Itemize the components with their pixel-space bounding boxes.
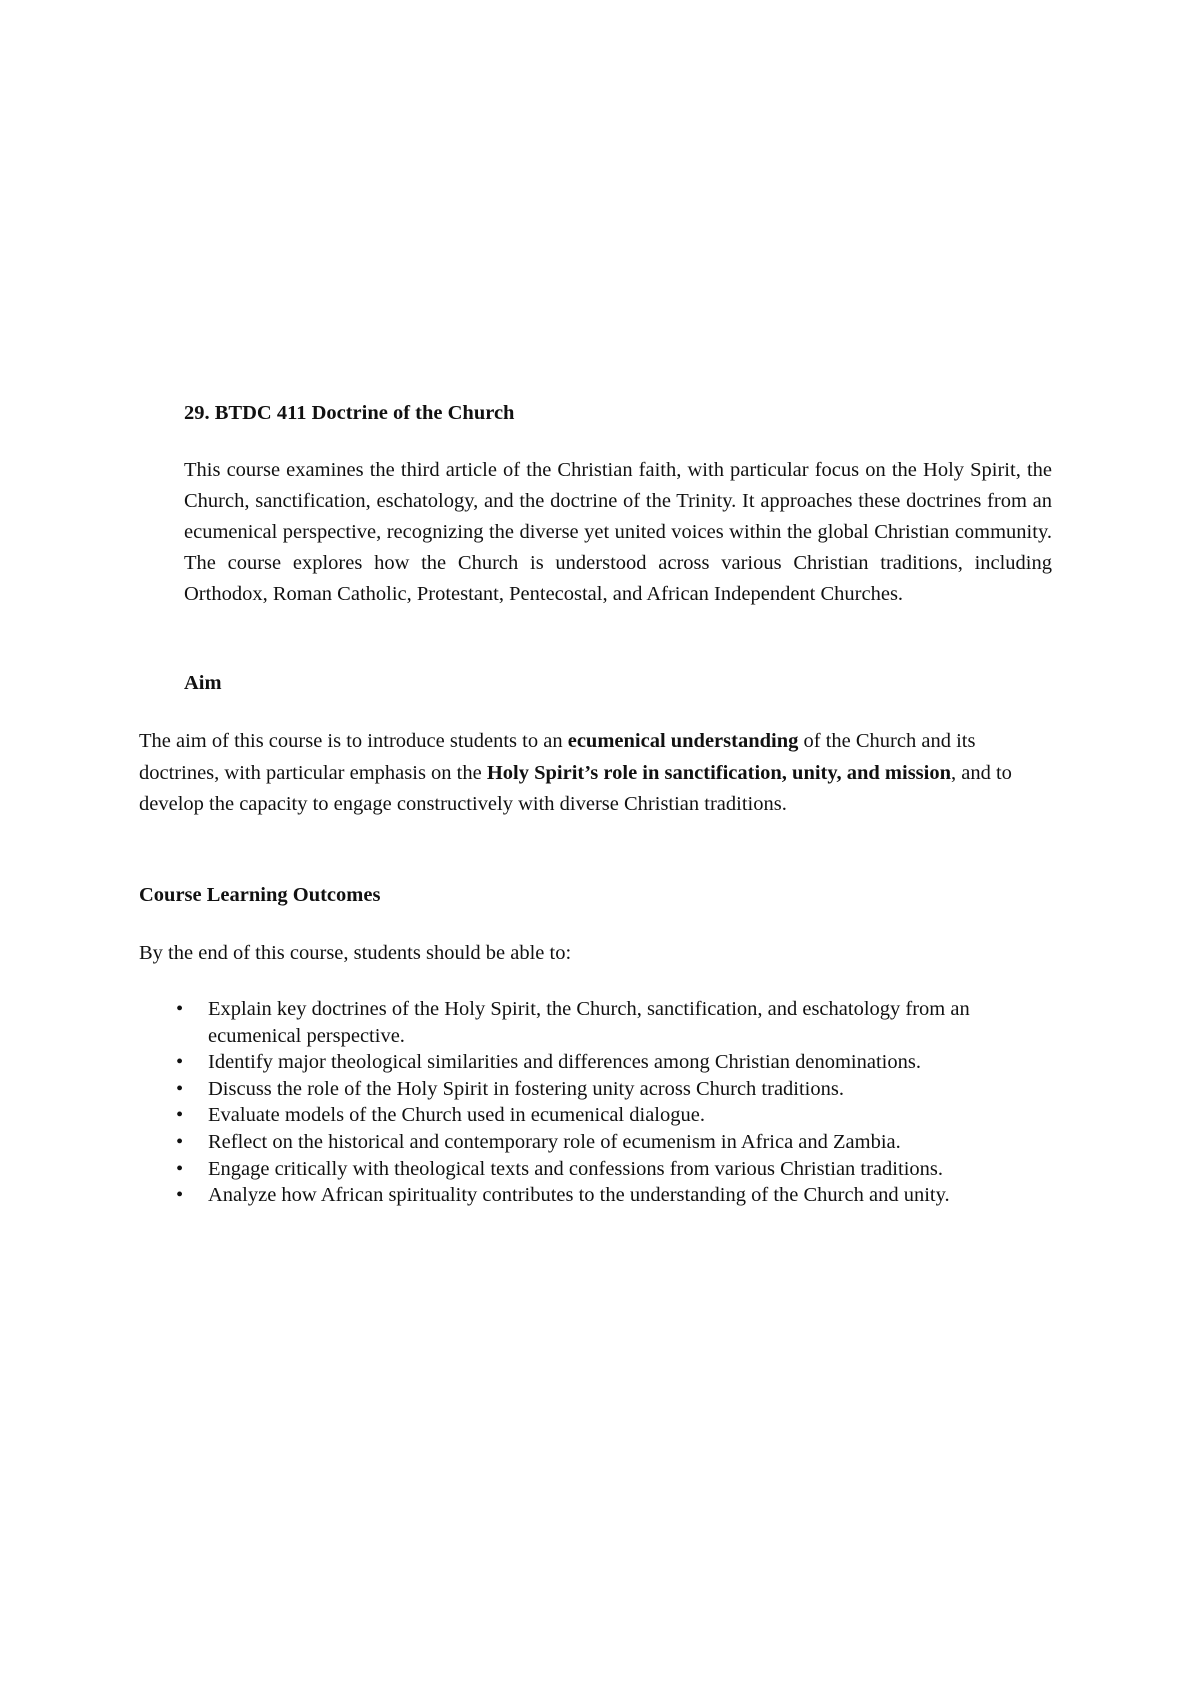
bullet-icon: • [176,1157,184,1180]
outcome-text: Analyze how African spirituality contributes to the understanding of the Church and unity. [208,1184,950,1207]
bullet-icon: • [176,1130,184,1153]
bullet-icon: • [176,1077,184,1100]
aim-heading: Aim [184,672,222,694]
outcomes-list [176,996,1054,1209]
course-title: 29. BTDC 411 Doctrine of the Church [184,402,515,424]
outcome-text: Identify major theological similarities and differences among Christian denominations. [208,1051,921,1074]
bullet-icon: • [176,998,184,1020]
aim-text-part-1: The aim of this course is to introduce students to an [139,730,568,752]
outcome-text: Evaluate models of the Church used in ecumenical dialogue. [208,1104,705,1127]
outcome-text: Engage critically with theological texts and confessions from various Christian traditions. [208,1157,943,1180]
course-description: This course examines the third article of the Christian faith, with particular focus on the Holy Spirit, the Church, sanctification, eschatology, and the doctrine of the Trinity. It approaches these doctrines from an ecumenical perspective, recognizing the diverse yet united voices within the global Christian community. The course explores how the Church is understood across various Christian traditions, including Orthodox, Roman Catholic, Protestant, Pentecostal, and African Independent Churches. [184,459,1052,605]
aim-text-part-3: , and to develop the capacity to engage constructively with diverse Christian traditions. [139,761,1012,815]
outcome-item [176,1129,1054,1156]
aim-bold-ecumenical-understanding: ecumenical understanding [567,730,799,752]
outcome-item [176,1182,1054,1209]
outcome-text: Reflect on the historical and contemporary role of ecumenism in Africa and Zambia. [208,1130,901,1153]
aim-text-part-2: of the Church and its doctrines, with particular emphasis on the [139,730,976,784]
bullet-icon: • [176,1104,184,1127]
bullet-icon: • [176,1051,184,1074]
outcome-item [176,1049,1054,1076]
outcomes-intro: By the end of this course, students should be able to: [139,942,572,964]
bullet-icon: • [176,1184,184,1207]
outcome-item [176,1076,1054,1103]
outcome-item [176,996,1054,1049]
outcome-text: Discuss the role of the Holy Spirit in fostering unity across Church traditions. [208,1077,844,1100]
aim-paragraph [139,726,1039,821]
outcomes-heading: Course Learning Outcomes [139,884,381,906]
aim-bold-holy-spirit-role: Holy Spirit’s role in sanctification, unity, and mission [486,761,952,784]
outcome-item [176,1102,1054,1129]
outcome-text: Explain key doctrines of the Holy Spirit, the Church, sanctification, and eschatology from an ecumenical perspective. [208,998,970,1047]
outcome-item [176,1156,1054,1183]
